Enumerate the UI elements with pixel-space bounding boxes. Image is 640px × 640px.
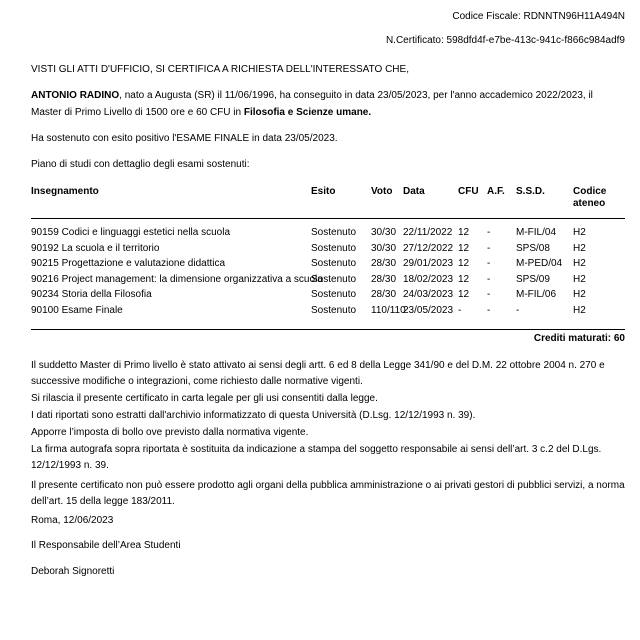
legal-paragraph-imposta-bollo: Apporre l’imposta di bollo ove previsto dalla normativa vigente. [31,427,309,438]
exam-cfu: 12 [458,273,470,285]
exam-codice-ateneo: H2 [573,304,586,316]
exam-data: 18/02/2023 [403,273,454,285]
course-name: Filosofia e Scienze umane. [243,107,372,118]
exam-codice-ateneo: H2 [573,227,586,238]
exam-codice-ateneo: H2 [573,242,586,254]
table-row [31,288,625,304]
student-details: , nato a Augusta (SR) il 11/06/1996, ha conseguito in data 23/05/2023, per l'anno accademico 2022/2023, il Master di Primo Livello di 1500 ore e 60 CFU in [31,90,593,118]
exam-voto: 30/30 [371,242,397,254]
col-header-data: Data [403,182,458,219]
table-row [31,272,625,288]
exam-voto: 28/30 [371,289,397,300]
exam-esito: Sostenuto [311,289,357,300]
codice-fiscale: Codice Fiscale: RDNNTN96H11A494N [452,11,625,22]
table-row [31,303,625,330]
study-plan-intro: Piano di studi con dettaglio degli esami sostenuti: [31,159,250,170]
table-row [31,241,625,257]
signer-role: Il Responsabile dell’Area Studenti [31,540,181,551]
legal-paragraph-dati-riportati: I dati riportati sono estratti dall'archivio informatizzato di questa Università (D.Lsg. 12/12/1993 n. 39). [31,410,476,421]
exam-name: 90159 Codici e linguaggi estetici nella scuola [31,227,231,238]
col-header-af: A.F. [487,182,516,219]
exam-codice-ateneo: H2 [573,258,586,269]
table-row [31,219,625,242]
exams-table-body [31,219,625,330]
table-header-row [31,182,625,219]
exam-data: 23/05/2023 [403,304,454,316]
col-header-cfu: CFU [458,182,487,219]
exam-af: - [487,289,491,300]
student-name: ANTONIO RADINO [31,90,120,101]
col-header-codice-ateneo: Codice ateneo [573,182,625,219]
exam-af: - [487,242,491,254]
exam-cfu: - [458,304,462,316]
exam-af: - [487,258,491,269]
document-header [31,11,625,46]
exam-data: 24/03/2023 [403,289,454,300]
exam-name: 90216 Project management: la dimensione organizzativa a scuola [31,273,323,285]
exam-name: 90192 La scuola e il territorio [31,242,160,254]
student-statement [31,87,625,121]
exam-ssd: M-FIL/04 [516,227,557,238]
exam-cfu: 12 [458,289,470,300]
exam-voto: 110/110 [371,304,406,316]
exam-esito: Sostenuto [311,304,357,316]
exam-cfu: 12 [458,242,470,254]
exam-codice-ateneo: H2 [573,273,586,285]
exam-ssd: SPS/08 [516,242,550,254]
exam-data: 27/12/2022 [403,242,454,254]
col-header-insegnamento: Insegnamento [31,182,311,219]
exam-ssd: SPS/09 [516,273,550,285]
table-row [31,257,625,273]
exam-voto: 28/30 [371,273,397,285]
exam-name: 90234 Storia della Filosofia [31,289,152,300]
exam-cfu: 12 [458,258,470,269]
exam-af: - [487,273,491,285]
place-date: Roma, 12/06/2023 [31,515,114,526]
exam-data: 29/01/2023 [403,258,454,269]
exams-table [31,182,625,330]
exam-cfu: 12 [458,227,470,238]
col-header-voto: Voto [371,182,403,219]
legal-paragraph-non-producibile: Il presente certificato non può essere prodotto agli organi della pubblica amministrazione o ai privati gestori di pubblici servizi, a norma dell’art. 15 della legge 183/2011. [31,480,625,507]
exam-esito: Sostenuto [311,227,357,238]
legal-paragraph-firma-autografa: La firma autografa sopra riportata è sostituita da indicazione a stampa del soggetto responsabile ai sensi dell’art. 3 c.2 del D.Lgs. 12/12/1993 n. 39. [31,444,602,471]
exam-esito: Sostenuto [311,258,357,269]
exam-ssd: M-PED/04 [516,258,563,269]
exam-ssd: - [516,304,520,316]
legal-paragraph-carta-legale: Si rilascia il presente certificato in carta legale per gli usi consentiti dalla legge. [31,393,378,404]
exam-data: 22/11/2022 [403,227,453,238]
final-exam-statement: Ha sostenuto con esito positivo l'ESAME FINALE in data 23/05/2023. [31,133,338,144]
exam-esito: Sostenuto [311,273,357,285]
crediti-maturati: Crediti maturati: 60 [533,333,625,344]
exam-esito: Sostenuto [311,242,357,254]
exams-table-header [31,182,625,219]
certificate-number: N.Certificato: 598dfd4f-e7be-413c-941c-f866c984adf9 [385,35,625,46]
exam-name: 90215 Progettazione e valutazione didattica [31,258,226,269]
signer-name: Deborah Signoretti [31,566,115,577]
col-header-ssd: S.S.D. [516,182,573,219]
intro-statement: VISTI GLI ATTI D'UFFICIO, SI CERTIFICA A RICHIESTA DELL'INTERESSATO CHE, [31,64,409,75]
exam-af: - [487,304,491,316]
legal-paragraph-master-attivato: Il suddetto Master di Primo livello è stato attivato ai sensi degli artt. 6 ed 8 della Legge 341/90 e del D.M. 22 ottobre 2004 n. 270 e successive modifiche o integrazioni, come richiesto dalle normative vigenti. [31,360,605,387]
exam-name: 90100 Esame Finale [31,304,123,316]
exam-af: - [487,227,491,238]
exam-codice-ateneo: H2 [573,289,586,300]
col-header-esito: Esito [311,182,371,219]
exam-voto: 30/30 [371,227,397,238]
exam-voto: 28/30 [371,258,397,269]
exam-ssd: M-FIL/06 [516,289,557,300]
